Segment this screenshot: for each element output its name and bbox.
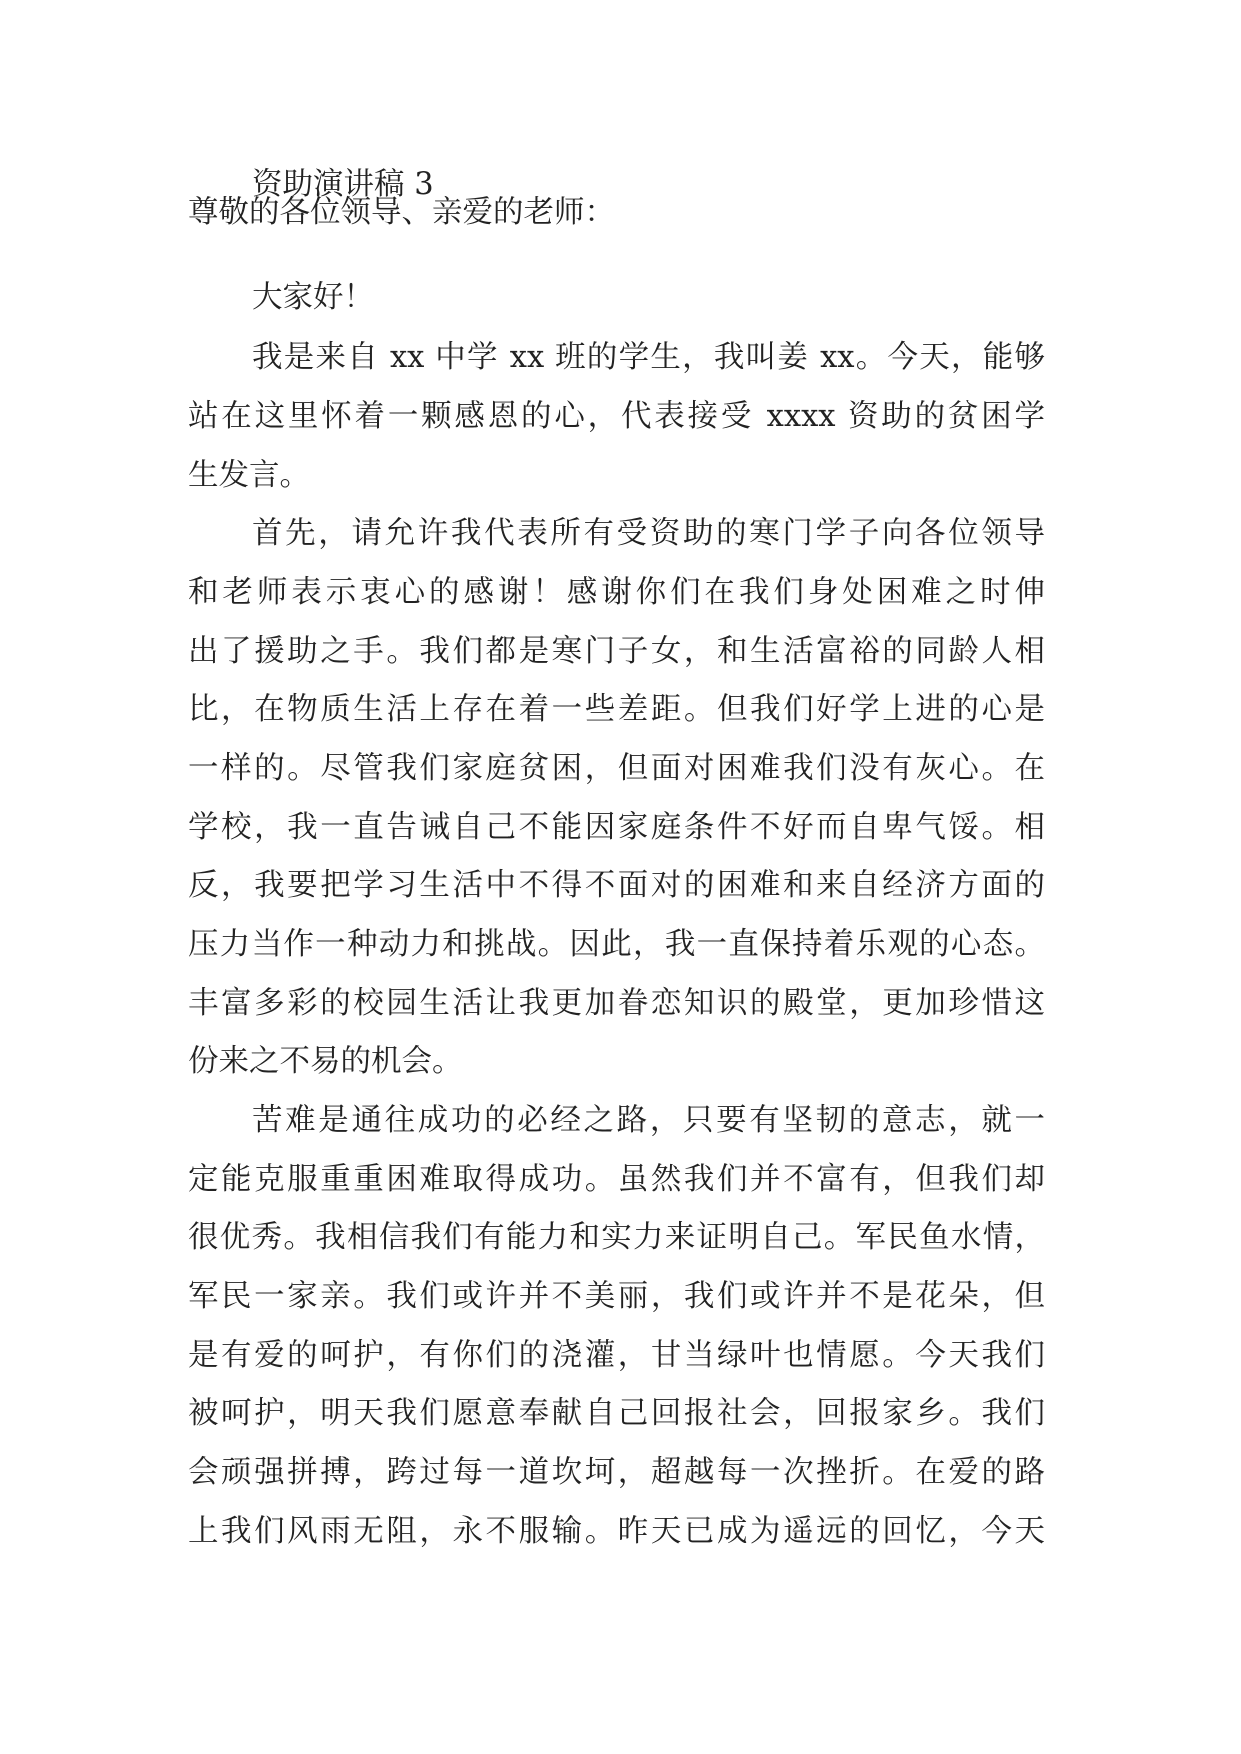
paragraph-line: 一样的。尽管我们家庭贫困，但面对困难我们没有灰心。在 (188, 751, 1045, 786)
paragraph-line: 被呵护，明天我们愿意奉献自己回报社会，回报家乡。我们 (188, 1396, 1045, 1431)
paragraph-line: 很优秀。我相信我们有能力和实力来证明自己。军民鱼水情， (188, 1220, 1045, 1255)
paragraph-line: 首先，请允许我代表所有受资助的寒门学子向各位领导 (252, 516, 1045, 551)
paragraph-line: 是有爱的呵护，有你们的浇灌，甘当绿叶也情愿。今天我们 (188, 1338, 1045, 1373)
paragraph-line: 军民一家亲。我们或许并不美丽，我们或许并不是花朵，但 (188, 1279, 1045, 1314)
paragraph-line: 和老师表示衷心的感谢！感谢你们在我们身处困难之时伸 (188, 575, 1045, 610)
paragraph-line: 苦难是通往成功的必经之路，只要有坚韧的意志，就一 (252, 1103, 1045, 1138)
paragraph-line: 压力当作一种动力和挑战。因此，我一直保持着乐观的心态。 (188, 927, 1045, 962)
greeting: 大家好！ (252, 280, 374, 315)
paragraph-line: 上我们风雨无阻，永不服输。昨天已成为遥远的回忆，今天 (188, 1514, 1045, 1549)
paragraph-line: 定能克服重重困难取得成功。虽然我们并不富有，但我们却 (188, 1162, 1045, 1197)
document-title: 资助演讲稿 3 (252, 167, 434, 202)
paragraph-line: 出了援助之手。我们都是寒门子女，和生活富裕的同龄人相 (188, 634, 1045, 669)
paragraph-line: 反，我要把学习生活中不得不面对的困难和来自经济方面的 (188, 868, 1045, 903)
paragraph-line: 我是来自 xx 中学 xx 班的学生，我叫姜 xx。今天，能够 (252, 340, 1045, 375)
salutation: 尊敬的各位领导、亲爱的老师： (188, 195, 615, 230)
paragraph-line: 站在这里怀着一颗感恩的心，代表接受 xxxx 资助的贫困学 (188, 399, 1045, 434)
paragraph-line: 生发言。 (188, 458, 310, 493)
paragraph-line: 丰富多彩的校园生活让我更加眷恋知识的殿堂，更加珍惜这 (188, 986, 1045, 1021)
paragraph-line: 份来之不易的机会。 (188, 1044, 463, 1079)
paragraph-line: 比，在物质生活上存在着一些差距。但我们好学上进的心是 (188, 692, 1045, 727)
paragraph-line: 学校，我一直告诫自己不能因家庭条件不好而自卑气馁。相 (188, 810, 1045, 845)
paragraph-line: 会顽强拼搏，跨过每一道坎坷，超越每一次挫折。在爱的路 (188, 1455, 1045, 1490)
